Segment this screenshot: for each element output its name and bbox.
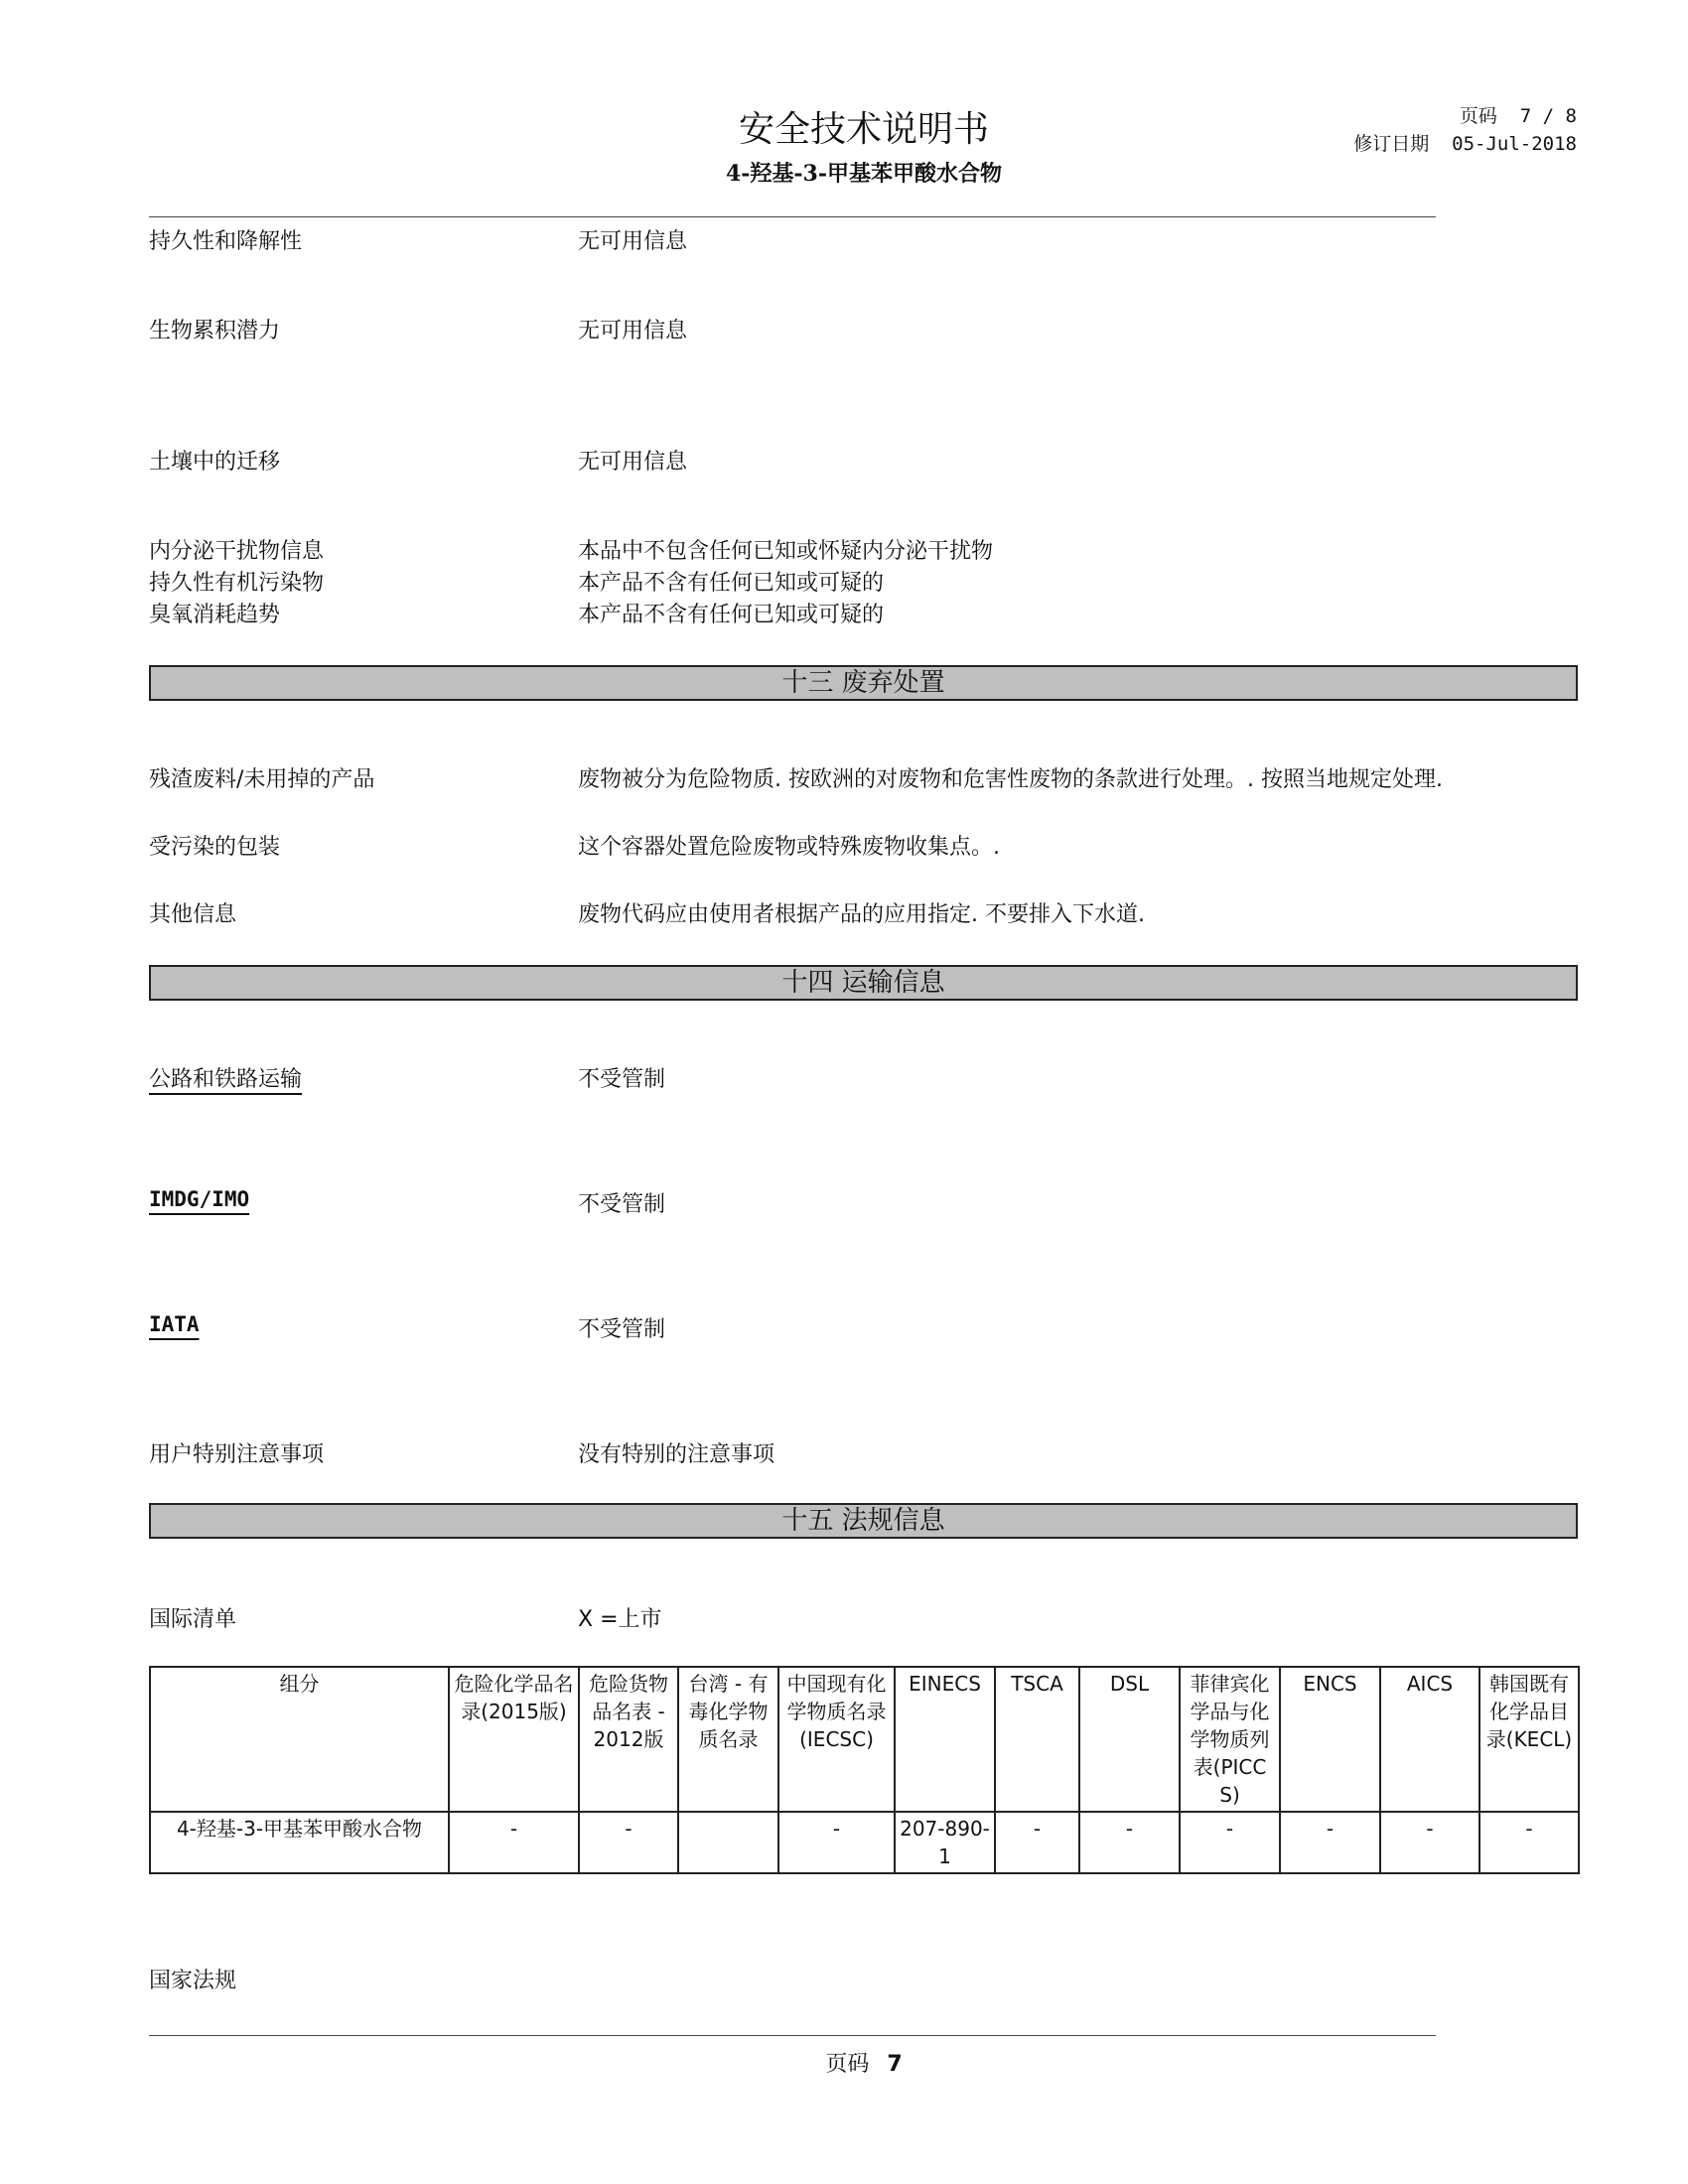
residue-label: 残渣废料/未用掉的产品 [149, 767, 375, 792]
page-indicator: 页码 7 / 8 [1459, 105, 1577, 127]
iata-value: 不受管制 [578, 1317, 666, 1342]
cell-aics: - [1380, 1812, 1479, 1873]
footer-page-label: 页码 [825, 2052, 870, 2077]
col-einecs: EINECS [895, 1667, 995, 1812]
table-row [150, 1812, 1579, 1873]
cell-dsl: - [1079, 1812, 1180, 1873]
table-header-row [150, 1667, 1579, 1812]
road-rail-label: 公路和铁路运输 [149, 1067, 303, 1092]
persistence-label: 持久性和降解性 [149, 229, 303, 254]
section-13-header: 十三 废弃处置 [149, 665, 1578, 701]
cell-piccs: - [1180, 1812, 1280, 1873]
residue-value: 废物被分为危险物质. 按欧洲的对废物和危害性废物的条款进行处理。. 按照当地规定处理. [578, 767, 1443, 792]
col-dsl: DSL [1079, 1667, 1180, 1812]
ozone-value: 本产品不含有任何已知或可疑的 [578, 603, 885, 627]
page-footer [0, 2047, 1688, 2078]
col-iecsc: 中国现有化学物质名录(IECSC) [778, 1667, 895, 1812]
cell-kecl: - [1479, 1812, 1579, 1873]
bioaccumulation-label: 生物累积潜力 [149, 319, 281, 343]
col-component: 组分 [150, 1667, 449, 1812]
col-encs: ENCS [1280, 1667, 1380, 1812]
col-hazchem-2015: 危险化学品名录(2015版) [449, 1667, 579, 1812]
iata-label: IATA [149, 1312, 200, 1336]
cell-einecs: 207-890-1 [895, 1812, 995, 1873]
imdg-value: 不受管制 [578, 1192, 666, 1217]
pop-value: 本产品不含有任何已知或可疑的 [578, 571, 885, 596]
road-rail-value: 不受管制 [578, 1067, 666, 1092]
section-14-header: 十四 运输信息 [149, 965, 1578, 1001]
endocrine-label: 内分泌干扰物信息 [149, 539, 325, 564]
col-aics: AICS [1380, 1667, 1479, 1812]
intl-inventory-value: X =上市 [578, 1607, 662, 1632]
persistence-value: 无可用信息 [578, 229, 688, 254]
soil-mobility-value: 无可用信息 [578, 450, 688, 475]
footer-page-number: 7 [887, 2052, 903, 2077]
col-tsca: TSCA [995, 1667, 1079, 1812]
cell-hazchem-2015: - [449, 1812, 579, 1873]
contaminated-packaging-value: 这个容器处置危险废物或特殊废物收集点。. [578, 835, 1000, 860]
footer-divider [149, 2035, 1436, 2036]
cell-component: 4-羟基-3-甲基苯甲酸水合物 [150, 1812, 449, 1873]
special-precautions-value: 没有特别的注意事项 [578, 1442, 775, 1467]
other-info-label: 其他信息 [149, 902, 237, 927]
contaminated-packaging-label: 受污染的包装 [149, 835, 281, 860]
imdg-label: IMDG/IMO [149, 1187, 250, 1211]
pop-label: 持久性有机污染物 [149, 571, 325, 596]
col-piccs: 菲律宾化学品与化学物质列表(PICCS) [1180, 1667, 1280, 1812]
section-15-header: 十五 法规信息 [149, 1503, 1578, 1539]
document-title: 安全技术说明书 [738, 109, 989, 150]
other-info-value: 废物代码应由使用者根据产品的应用指定. 不要排入下水道. [578, 902, 1145, 927]
header-divider [149, 216, 1436, 217]
inventory-table [149, 1666, 1580, 1874]
col-kecl: 韩国既有化学品目录(KECL) [1479, 1667, 1579, 1812]
ozone-label: 臭氧消耗趋势 [149, 603, 281, 627]
cell-dangerous-goods-2012: - [579, 1812, 678, 1873]
national-regulations-label: 国家法规 [149, 1969, 237, 1993]
cell-encs: - [1280, 1812, 1380, 1873]
special-precautions-label: 用户特别注意事项 [149, 1442, 325, 1467]
col-taiwan: 台湾 - 有毒化学物质名录 [678, 1667, 778, 1812]
endocrine-value: 本品中不包含任何已知或怀疑内分泌干扰物 [578, 539, 994, 564]
cell-iecsc: - [778, 1812, 895, 1873]
intl-inventory-label: 国际清单 [149, 1607, 237, 1632]
revision-date: 修订日期 05-Jul-2018 [1353, 133, 1577, 155]
cell-taiwan [678, 1812, 778, 1873]
product-name: 4-羟基-3-甲基苯甲酸水合物 [725, 161, 1002, 187]
col-dangerous-goods-2012: 危险货物品名表 - 2012版 [579, 1667, 678, 1812]
soil-mobility-label: 土壤中的迁移 [149, 450, 281, 475]
cell-tsca: - [995, 1812, 1079, 1873]
bioaccumulation-value: 无可用信息 [578, 319, 688, 343]
